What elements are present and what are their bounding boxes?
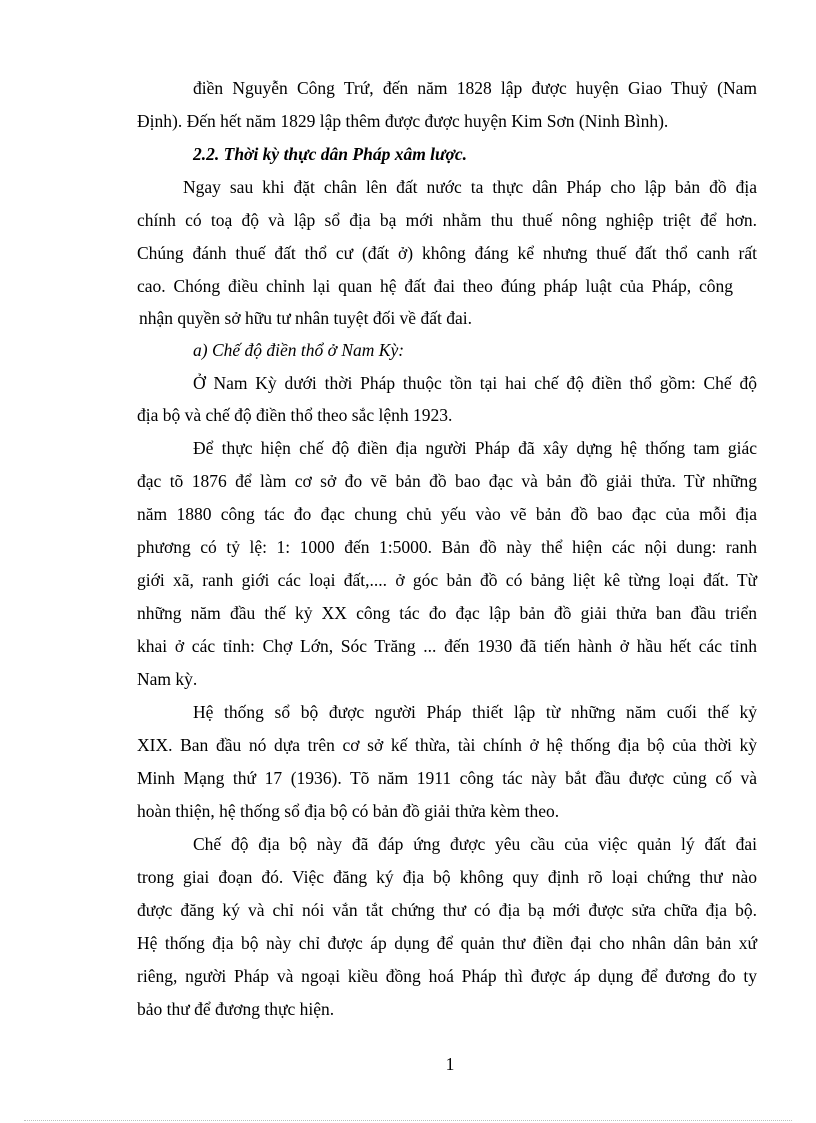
text-line: Chúng đánh thuế đất thổ cư (đất ở) không đáng kể nhưng thuế đất thổ canh rất: [137, 243, 757, 263]
text-line: đạc tõ 1876 để làm cơ sở đo vẽ bản đồ bao đạc và bản đồ giải thửa. Từ những: [137, 471, 757, 491]
page-number: 1: [445, 1054, 455, 1074]
text-line: năm 1880 công tác đo đạc chung chủ yếu vào vẽ bản đồ bao đạc của mỗi địa: [137, 504, 757, 524]
text-line: cao. Chóng điều chỉnh lại quan hệ đất đai theo đúng pháp luật của Pháp, công: [137, 276, 733, 296]
text-line: Chế độ địa bộ này đã đáp ứng được yêu cầu của việc quản lý đất đai: [193, 834, 757, 854]
text-line: điền Nguyễn Công Trứ, đến năm 1828 lập được huyện Giao Thuỷ (Nam: [193, 78, 757, 98]
text-line: hoàn thiện, hệ thống sổ địa bộ có bản đồ giải thửa kèm theo.: [137, 801, 560, 821]
text-line: giới xã, ranh giới các loại đất,.... ở góc bản đồ có bảng liệt kê từng loại đất. Từ: [137, 570, 757, 590]
text-line: khai ở các tỉnh: Chợ Lớn, Sóc Trăng ... đến 1930 đã tiến hành ở hầu hết các tỉnh: [137, 636, 757, 656]
text-line: XIX. Ban đầu nó dựa trên cơ sở kế thừa, tài chính ở hệ thống địa bộ của thời kỳ: [137, 735, 757, 755]
section-heading: 2.2. Thời kỳ thực dân Pháp xâm lược.: [193, 144, 468, 164]
text-line: Hệ thống địa bộ này chỉ được áp dụng để quản thư điền đại cho nhân dân bản xứ: [137, 933, 757, 953]
text-line: phương có tỷ lệ: 1: 1000 đến 1:5000. Bản đồ này thể hiện các nội dung: ranh: [137, 537, 757, 557]
subsection-heading: a) Chế độ điền thổ ở Nam Kỳ:: [193, 340, 405, 360]
text-line: những năm đầu thế kỷ XX công tác đo đạc lập bản đồ giải thửa ban đầu triển: [137, 603, 757, 623]
text-line: địa bộ và chế độ điền thổ theo sắc lệnh 1923.: [137, 405, 453, 425]
text-line: Minh Mạng thứ 17 (1936). Tõ năm 1911 công tác này bắt đầu được củng cố và: [137, 768, 757, 788]
text-line: riêng, người Pháp và ngoại kiều đồng hoá Pháp thì được áp dụng để đương đo ty: [137, 966, 757, 986]
text-line: trong giai đoạn đó. Việc đăng ký địa bộ không quy định rõ loại chứng thư nào: [137, 867, 757, 887]
footer-divider: [24, 1120, 792, 1121]
text-line: được đăng ký và chỉ nói vắn tắt chứng thư có địa bạ mới được sửa chữa địa bộ.: [137, 900, 757, 920]
text-line: Ở Nam Kỳ dưới thời Pháp thuộc tồn tại hai chế độ điền thổ gồm: Chế độ: [193, 373, 757, 393]
text-line: Hệ thống sổ bộ được người Pháp thiết lập từ những năm cuối thế kỷ: [193, 702, 757, 722]
text-line: Để thực hiện chế độ điền địa người Pháp đã xây dựng hệ thống tam giác: [193, 438, 757, 458]
text-line: Nam kỳ.: [137, 669, 198, 689]
text-line: Định). Đến hết năm 1829 lập thêm được được huyện Kim Sơn (Ninh Bình).: [137, 111, 669, 131]
text-line: nhận quyền sở hữu tư nhân tuyệt đối về đất đai.: [139, 308, 472, 328]
text-line: bảo thư để đương thực hiện.: [137, 999, 335, 1019]
text-line: Ngay sau khi đặt chân lên đất nước ta thực dân Pháp cho lập bản đồ địa: [183, 177, 757, 197]
text-line: chính có toạ độ và lập sổ địa bạ mới nhằm thu thuế nông nghiệp triệt để hơn.: [137, 210, 757, 230]
